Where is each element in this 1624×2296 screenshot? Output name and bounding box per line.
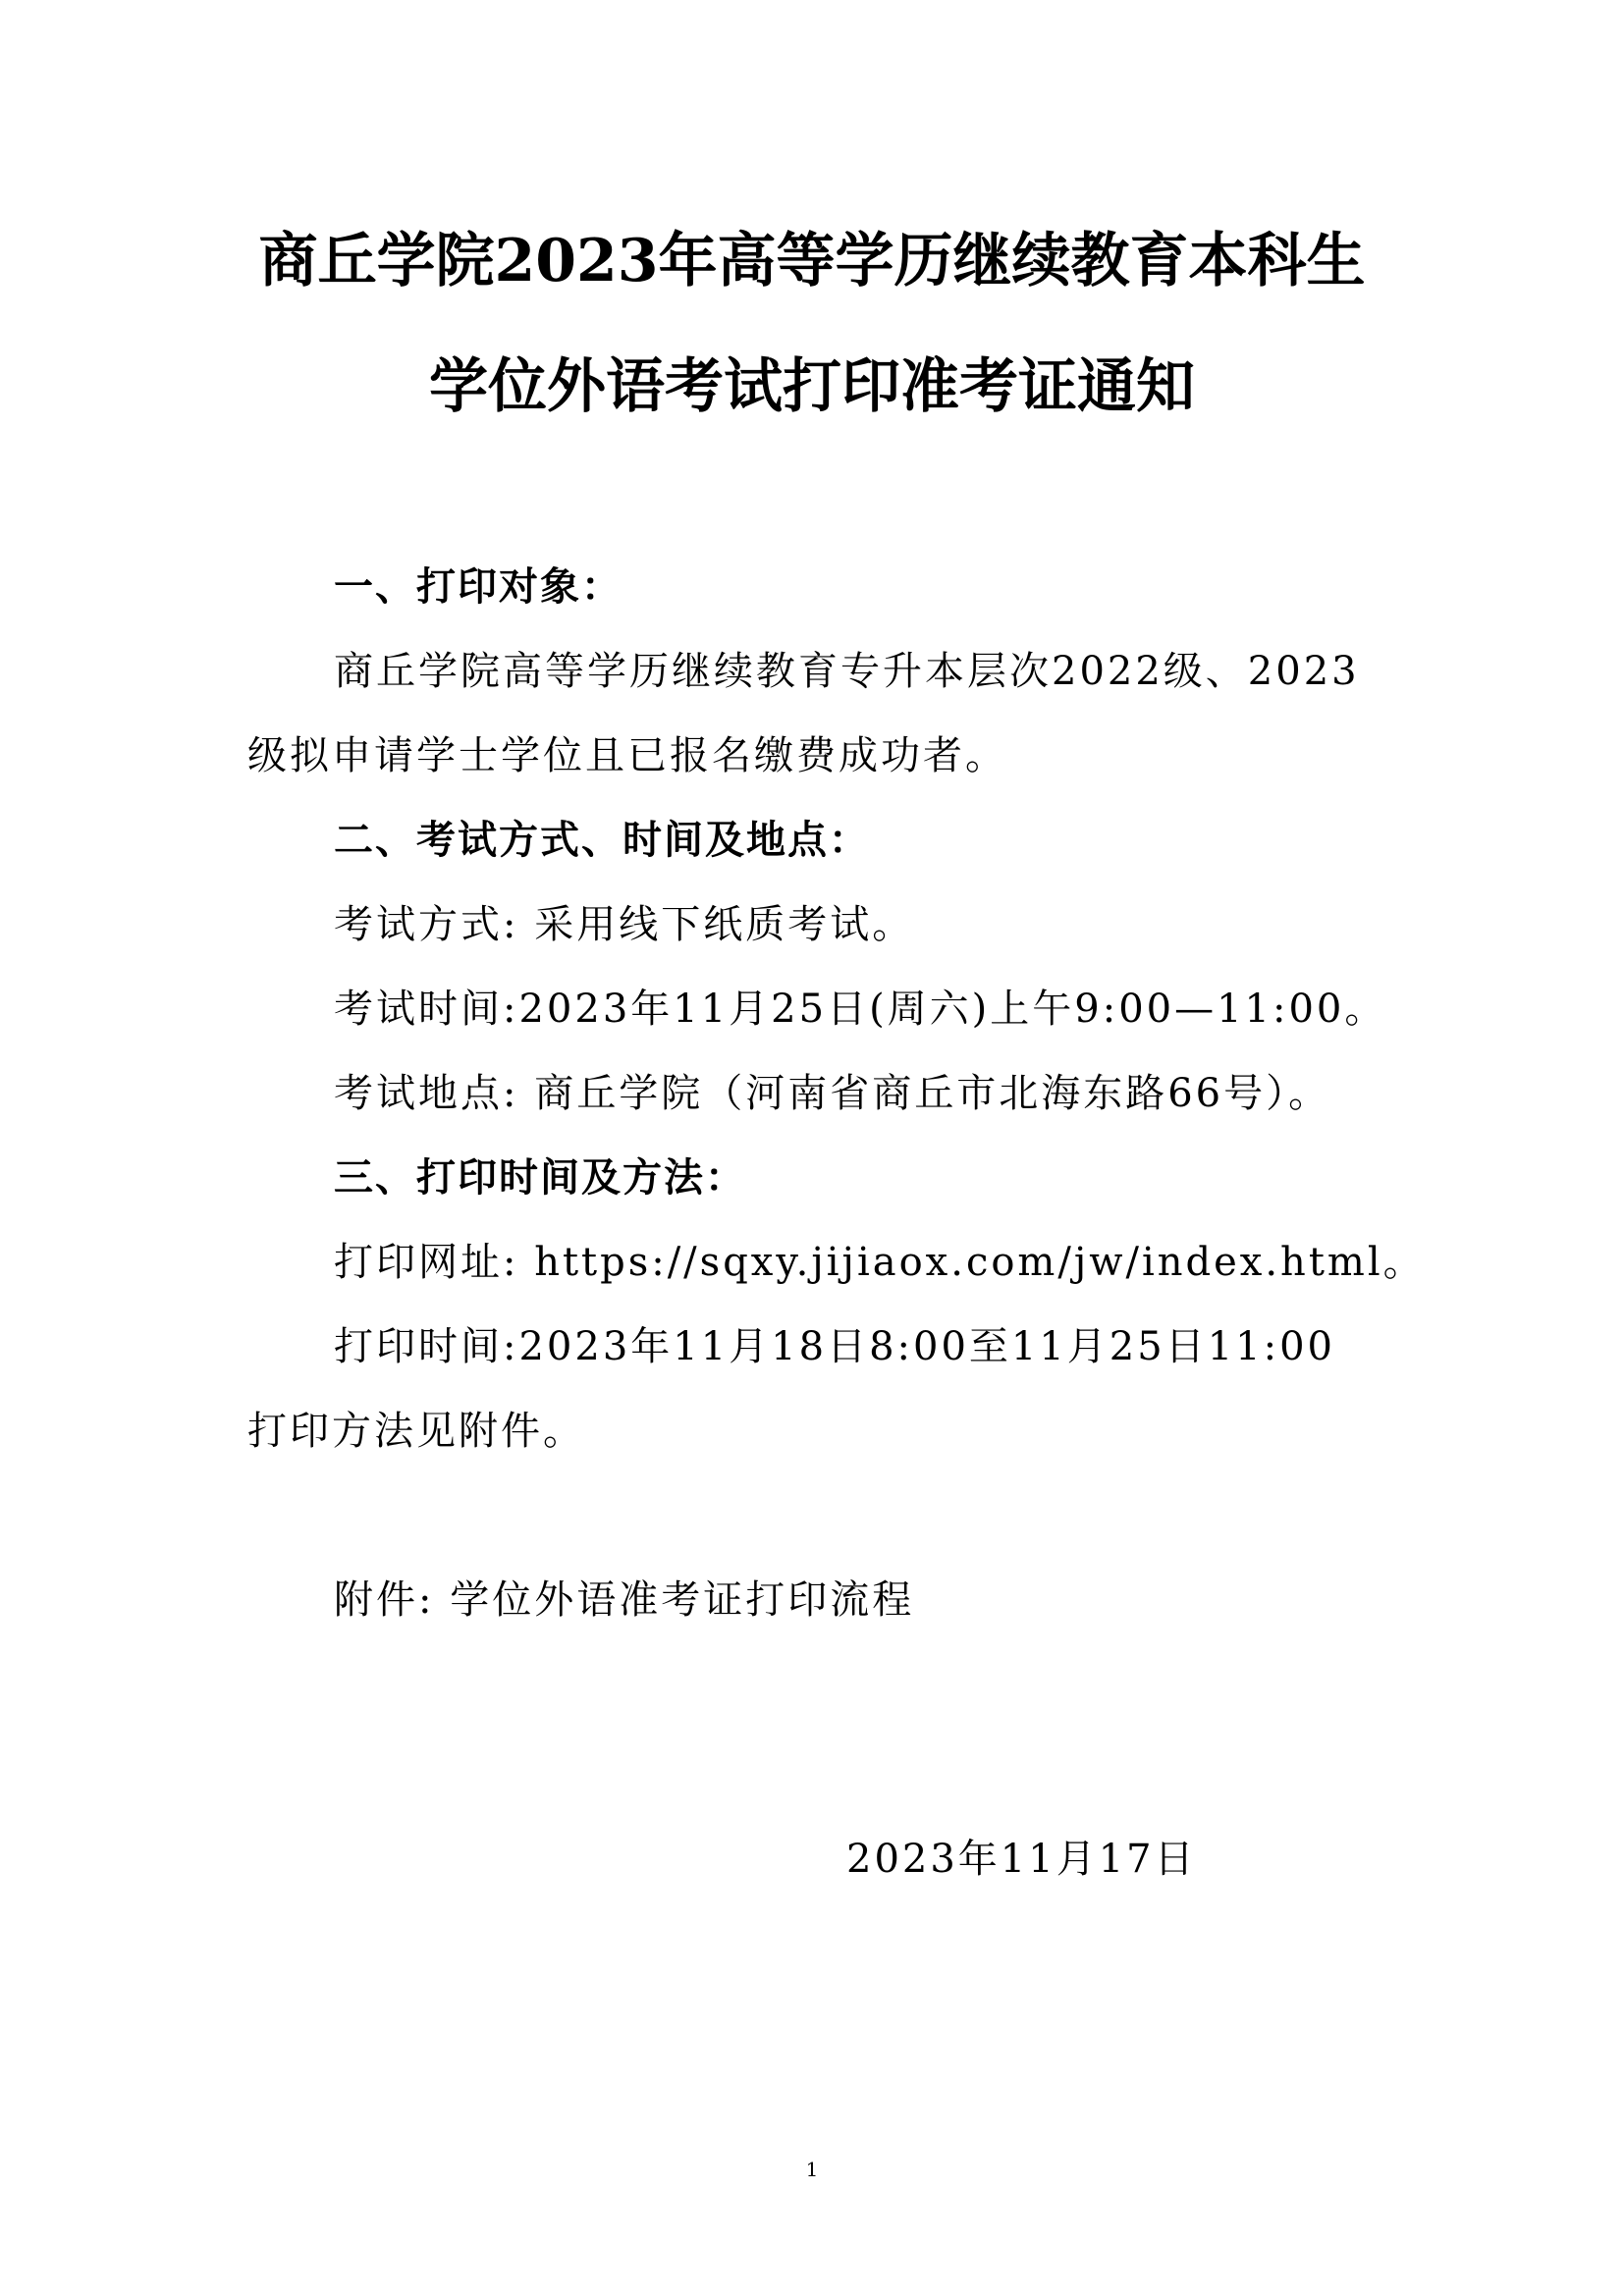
- page-number: 1: [805, 2158, 819, 2181]
- section-3-heading: 三、打印时间及方法：: [334, 1155, 746, 1201]
- print-url-line: 打印网址: https://sqxy.jijiaox.com/jw/index.html。: [334, 1240, 1426, 1285]
- exam-time-line: 考试时间:2023年11月25日(周六)上午9:00—11:00。: [334, 987, 1387, 1032]
- exam-place-line: 考试地点: 商丘学院（河南省商丘市北海东路66号）。: [334, 1071, 1331, 1116]
- print-method-line: 打印方法见附件。: [247, 1409, 585, 1454]
- attachment-line: 附件: 学位外语准考证打印流程: [334, 1577, 915, 1623]
- section-1-body-line-1: 商丘学院高等学历继续教育专升本层次2022级、2023: [334, 649, 1360, 694]
- document-title-line-2: 学位外语考试打印准考证通知: [429, 352, 1195, 421]
- print-time-line: 打印时间:2023年11月18日8:00至11月25日11:00: [334, 1324, 1335, 1369]
- document-date: 2023年11月17日: [846, 1837, 1197, 1882]
- document-title-line-1: 商丘学院2023年高等学历继续教育本科生: [258, 227, 1366, 295]
- section-1-body-line-2: 级拟申请学士学位且已报名缴费成功者。: [247, 733, 1007, 778]
- section-1-heading: 一、打印对象：: [334, 564, 623, 610]
- section-2-heading: 二、考试方式、时间及地点：: [334, 818, 870, 863]
- exam-method-line: 考试方式: 采用线下纸质考试。: [334, 902, 915, 947]
